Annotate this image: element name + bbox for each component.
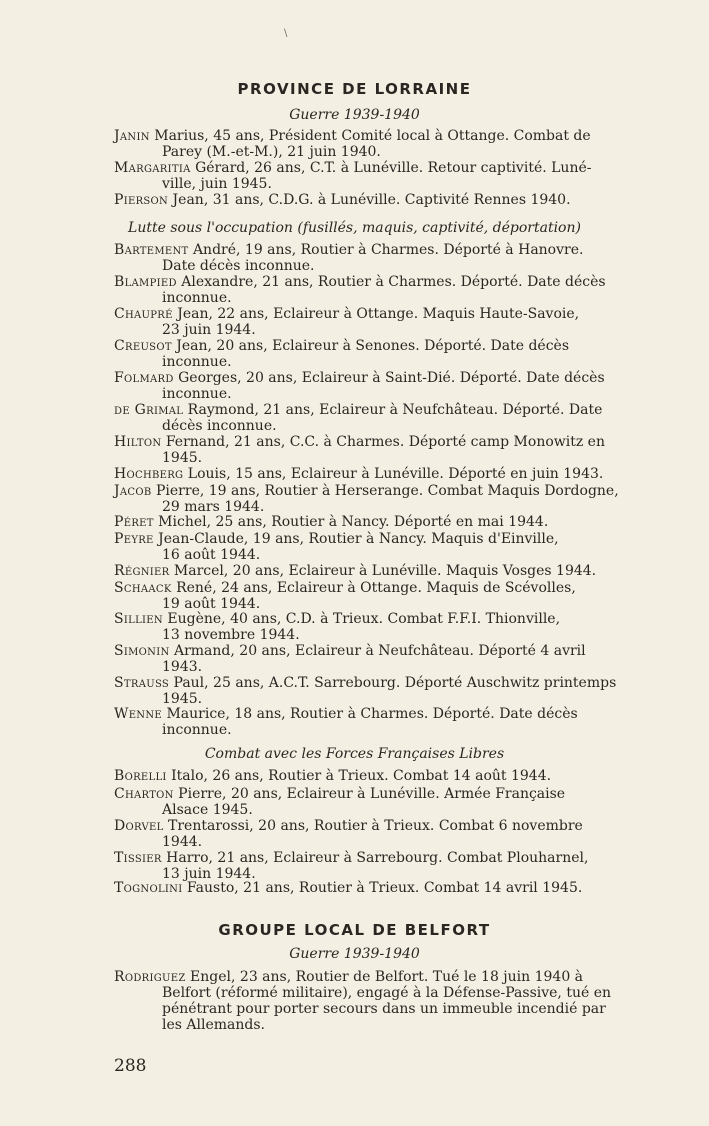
entry-text: Trentarossi, 20 ans, Routier à Trieux. Combat 6 novembre	[163, 818, 583, 834]
entry-continuation: 1945.	[162, 450, 203, 466]
entry-text: Paul, 25 ans, A.C.T. Sarrebourg. Déporté Auschwitz printemps	[169, 675, 617, 691]
memorial-entry	[114, 128, 659, 160]
entry-continuation: inconnue.	[162, 354, 232, 370]
entry-text: René, 24 ans, Eclaireur à Ottange. Maquis de Scévolles,	[171, 580, 576, 596]
entry-continuation: inconnue.	[162, 722, 232, 738]
entry-text: Raymond, 21 ans, Eclaireur à Neufchâteau. Déporté. Date	[183, 402, 603, 418]
entry-text: Jean-Claude, 19 ans, Routier à Nancy. Maquis d'Einville,	[153, 531, 559, 547]
subheading-guerre-lorraine: Guerre 1939-1940	[289, 107, 420, 123]
page-number: 288	[114, 1056, 147, 1076]
entry-surname: de Grimal	[114, 402, 184, 418]
entry-continuation: 29 mars 1944.	[162, 499, 265, 515]
memorial-entry	[114, 850, 659, 882]
entry-continuation: 1945.	[162, 691, 203, 707]
entry-text: Engel, 23 ans, Routier de Belfort. Tué le 18 juin 1940 à	[185, 969, 584, 985]
entry-surname: Régnier	[114, 563, 170, 579]
memorial-entry	[114, 818, 659, 850]
entry-text: Gérard, 26 ans, C.T. à Lunéville. Retour captivité. Luné-	[190, 160, 592, 176]
entry-surname: Dorvel	[114, 818, 164, 834]
entry-surname: Hilton	[114, 434, 162, 450]
entry-surname: Creusot	[114, 338, 172, 354]
memorial-entry	[114, 160, 659, 192]
entry-surname: Margaritia	[114, 160, 191, 176]
entry-surname: Sillien	[114, 611, 163, 627]
memorial-entry	[114, 706, 659, 738]
entry-continuation: Date décès inconnue.	[162, 258, 315, 274]
entry-text: Pierre, 20 ans, Eclaireur à Lunéville. Armée Française	[173, 786, 566, 802]
entry-text: Jean, 22 ans, Eclaireur à Ottange. Maquis Haute-Savoie,	[172, 306, 580, 322]
memorial-entry	[114, 192, 659, 208]
entry-continuation: Belfort (réformé militaire), engagé à la Défense-Passive, tué en	[162, 985, 612, 1001]
memorial-entry	[114, 611, 659, 643]
entry-text: Maurice, 18 ans, Routier à Charmes. Déporté. Date décès	[162, 706, 578, 722]
memorial-entry	[114, 880, 659, 896]
memorial-entry	[114, 274, 659, 306]
memorial-entry	[114, 466, 659, 482]
memorial-entry	[114, 786, 659, 818]
entry-surname: Peyre	[114, 531, 154, 547]
memorial-entry	[114, 531, 659, 563]
subheading-occupation: Lutte sous l'occupation (fusillés, maquis, captivité, déportation)	[128, 220, 581, 236]
entry-surname: Wenne	[114, 706, 162, 722]
entry-continuation: 19 août 1944.	[162, 596, 261, 612]
entry-text: Eugène, 40 ans, C.D. à Trieux. Combat F.F.I. Thionville,	[162, 611, 561, 627]
entry-continuation: Parey (M.-et-M.), 21 juin 1940.	[162, 144, 381, 160]
entry-surname: Pierson	[114, 192, 169, 208]
entry-continuation: pénétrant pour porter secours dans un immeuble incendié par	[162, 1001, 606, 1017]
entry-surname: Jacob	[114, 483, 152, 499]
entry-text: Jean, 20 ans, Eclaireur à Senones. Déporté. Date décès	[171, 338, 570, 354]
entry-continuation: inconnue.	[162, 386, 232, 402]
entry-surname: Charton	[114, 786, 174, 802]
entry-text: Marius, 45 ans, Président Comité local à Ottange. Combat de	[149, 128, 591, 144]
section-heading-lorraine: PROVINCE DE LORRAINE	[237, 80, 472, 98]
entry-continuation: décès inconnue.	[162, 418, 277, 434]
entry-surname: Simonin	[114, 643, 170, 659]
memorial-entry	[114, 306, 659, 338]
entry-surname: Péret	[114, 514, 154, 530]
entry-surname: Tognolini	[114, 880, 183, 896]
ink-speck: \	[284, 28, 288, 39]
entry-surname: Borelli	[114, 768, 167, 784]
entry-text: Louis, 15 ans, Eclaireur à Lunéville. Déporté en juin 1943.	[183, 466, 604, 482]
entry-surname: Schaack	[114, 580, 172, 596]
entry-surname: Blampied	[114, 274, 177, 290]
entry-surname: Tissier	[114, 850, 162, 866]
memorial-entry	[114, 338, 659, 370]
entry-continuation: 16 août 1944.	[162, 547, 261, 563]
memorial-entry	[114, 563, 659, 579]
entry-surname: Hochberg	[114, 466, 184, 482]
subheading-ffl: Combat avec les Forces Françaises Libres	[204, 746, 505, 762]
memorial-entry	[114, 402, 659, 434]
memorial-entry	[114, 969, 659, 1033]
memorial-entry	[114, 242, 659, 274]
memorial-entry	[114, 514, 659, 530]
entry-text: Italo, 26 ans, Routier à Trieux. Combat 14 août 1944.	[166, 768, 552, 784]
entry-surname: Bartement	[114, 242, 189, 258]
memorial-entry	[114, 768, 659, 784]
entry-continuation: 23 juin 1944.	[162, 322, 256, 338]
memorial-entry	[114, 434, 659, 466]
entry-text: Georges, 20 ans, Eclaireur à Saint-Dié. Déporté. Date décès	[173, 370, 605, 386]
entry-continuation: Alsace 1945.	[162, 802, 253, 818]
entry-text: Michel, 25 ans, Routier à Nancy. Déporté en mai 1944.	[153, 514, 549, 530]
entry-text: Jean, 31 ans, C.D.G. à Lunéville. Captivité Rennes 1940.	[168, 192, 571, 208]
entry-text: Pierre, 19 ans, Routier à Herserange. Combat Maquis Dordogne,	[151, 483, 619, 499]
entry-surname: Strauss	[114, 675, 170, 691]
entry-surname: Rodriguez	[114, 969, 186, 985]
entry-text: Fernand, 21 ans, C.C. à Charmes. Déporté camp Monowitz en	[161, 434, 605, 450]
entry-text: Alexandre, 21 ans, Routier à Charmes. Déporté. Date décès	[176, 274, 606, 290]
section-heading-belfort: GROUPE LOCAL DE BELFORT	[218, 921, 491, 939]
entry-continuation: 13 juin 1944.	[162, 866, 256, 882]
entry-surname: Janin	[114, 128, 150, 144]
entry-text: Fausto, 21 ans, Routier à Trieux. Combat 14 avril 1945.	[182, 880, 583, 896]
entry-surname: Folmard	[114, 370, 174, 386]
entry-continuation: 1944.	[162, 834, 203, 850]
memorial-entry	[114, 643, 659, 675]
entry-continuation: 13 novembre 1944.	[162, 627, 300, 643]
subheading-guerre-belfort: Guerre 1939-1940	[289, 946, 420, 962]
entry-text: André, 19 ans, Routier à Charmes. Déporté à Hanovre.	[188, 242, 584, 258]
entry-surname: Chaupré	[114, 306, 173, 322]
memorial-entry	[114, 580, 659, 612]
memorial-entry	[114, 675, 659, 707]
entry-text: Marcel, 20 ans, Eclaireur à Lunéville. Maquis Vosges 1944.	[169, 563, 597, 579]
entry-continuation: 1943.	[162, 659, 203, 675]
entry-continuation: les Allemands.	[162, 1017, 265, 1033]
entry-continuation: inconnue.	[162, 290, 232, 306]
entry-text: Armand, 20 ans, Eclaireur à Neufchâteau. Déporté 4 avril	[169, 643, 586, 659]
memorial-entry	[114, 483, 659, 515]
entry-text: Harro, 21 ans, Eclaireur à Sarrebourg. Combat Plouharnel,	[161, 850, 589, 866]
memorial-entry	[114, 370, 659, 402]
entry-continuation: ville, juin 1945.	[162, 176, 272, 192]
